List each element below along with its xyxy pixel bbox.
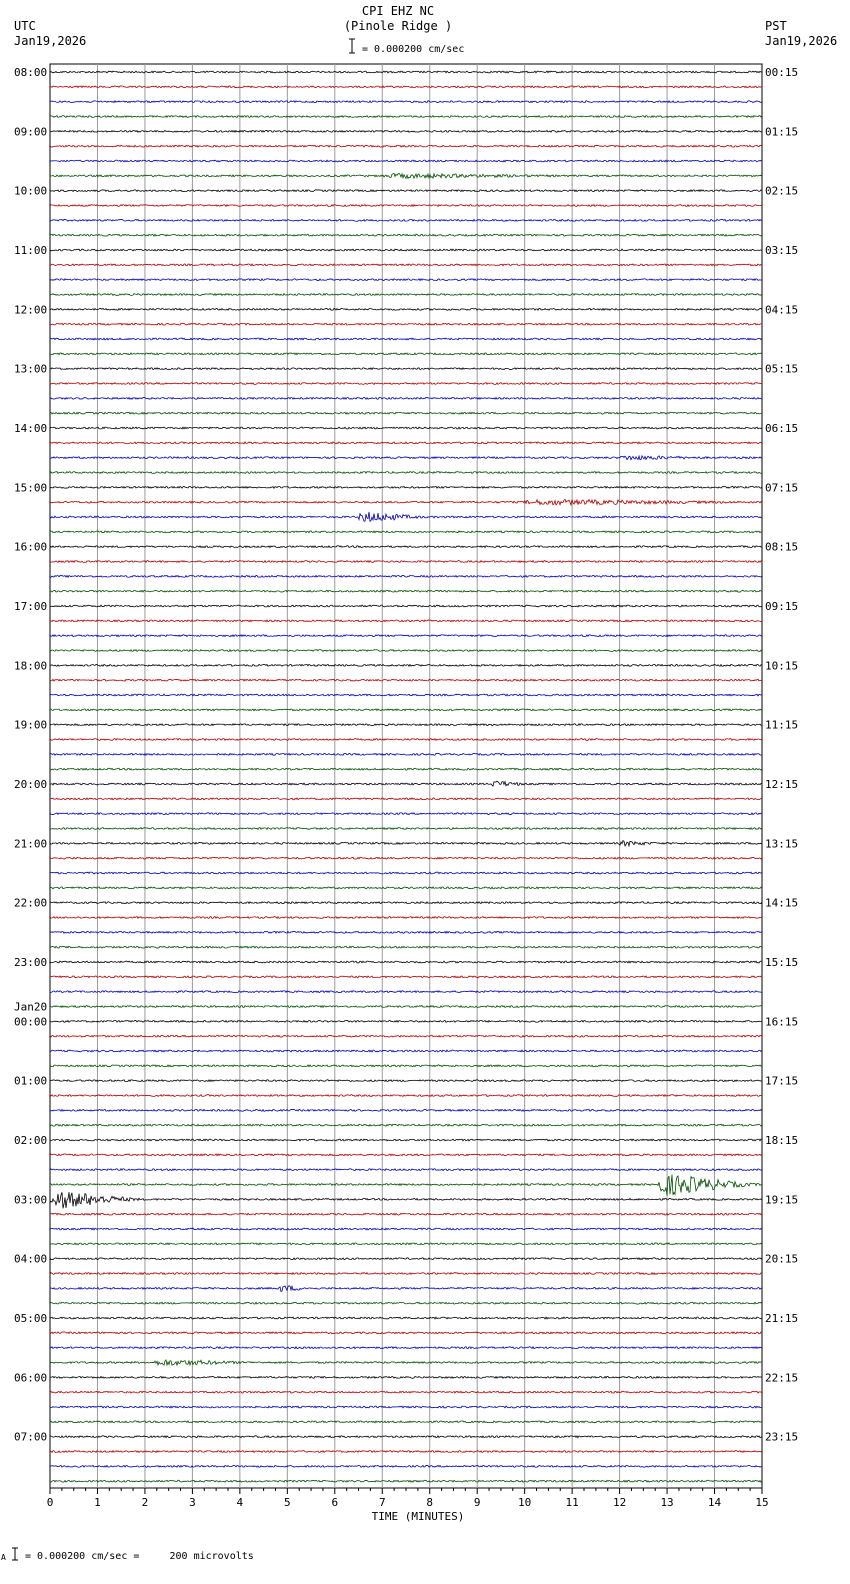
x-tick-label: 0: [46, 1496, 54, 1509]
seismic-trace: [50, 294, 762, 296]
utc-hour-label: 05:00: [14, 1312, 48, 1325]
seismic-trace: [50, 1175, 762, 1196]
pst-hour-label: 16:15: [765, 1015, 799, 1029]
footer-scale-note: = 0.000200 cm/sec = 200 microvolts: [25, 1551, 254, 1562]
utc-hour-label: 13:00: [14, 362, 48, 376]
seismic-trace: [50, 412, 762, 414]
seismic-trace: [50, 1109, 762, 1111]
seismic-trace: [50, 650, 762, 652]
seismic-trace: [50, 857, 762, 859]
utc-hour-label: 08:00: [14, 66, 48, 79]
pst-hour-label: 19:15: [765, 1193, 799, 1207]
seismic-trace: [50, 512, 762, 521]
seismic-trace: [50, 279, 762, 281]
seismic-trace: [50, 190, 762, 192]
seismic-trace: [50, 961, 762, 963]
utc-hour-label: 12:00: [14, 303, 48, 317]
grid-lines: [97, 64, 714, 1488]
seismic-trace: [50, 828, 762, 830]
pst-hour-label: 04:15: [765, 303, 799, 317]
trace-group: [50, 71, 762, 1482]
x-tick-label: 15: [755, 1496, 769, 1509]
utc-hour-label: 09:00: [14, 125, 48, 139]
seismic-trace: [50, 456, 762, 460]
seismic-trace: [50, 1020, 762, 1022]
pst-hour-label: 07:15: [765, 481, 799, 495]
utc-hour-label: 14:00: [14, 422, 48, 435]
date-change-label: Jan20: [14, 1000, 48, 1014]
pst-hour-label: 05:15: [765, 362, 799, 376]
x-tick-label: 1: [94, 1496, 101, 1509]
seismic-trace: [50, 173, 762, 178]
seismic-trace: [50, 946, 762, 948]
seismic-trace: [50, 234, 762, 236]
seismic-trace: [50, 724, 762, 726]
scale-text: = 0.000200 cm/sec: [362, 44, 465, 55]
seismic-trace: [50, 1228, 762, 1230]
seismic-trace: [50, 1065, 762, 1067]
seismic-trace: [50, 1286, 762, 1292]
pst-hour-label: 18:15: [765, 1134, 799, 1147]
seismic-trace: [50, 427, 762, 429]
seismic-trace: [50, 813, 762, 815]
utc-hour-label: 02:00: [14, 1134, 48, 1147]
seismic-trace: [50, 130, 762, 132]
x-tick-label: 6: [331, 1496, 339, 1509]
pst-hour-label: 01:15: [765, 125, 799, 139]
seismic-trace: [50, 768, 762, 770]
seismic-trace: [50, 531, 762, 533]
seismic-trace: [50, 546, 762, 548]
seismic-trace: [50, 1436, 762, 1438]
pst-hour-label: 23:15: [765, 1430, 799, 1444]
utc-hour-label: 04:00: [14, 1252, 48, 1266]
seismic-trace: [50, 1035, 762, 1037]
x-tick-label: 2: [141, 1496, 149, 1509]
seismic-trace: [50, 1139, 762, 1141]
x-tick-label: 4: [236, 1496, 244, 1509]
x-tick-label: 11: [565, 1496, 579, 1509]
seismic-trace: [50, 160, 762, 162]
seismic-trace: [50, 1006, 762, 1008]
seismic-trace: [50, 338, 762, 340]
seismic-trace: [50, 561, 762, 563]
utc-hour-label: 23:00: [14, 956, 48, 969]
pst-label: PST: [765, 19, 787, 33]
seismic-trace: [50, 472, 762, 474]
pst-hour-label: 10:15: [765, 659, 799, 673]
seismic-trace: [50, 739, 762, 741]
seismic-trace: [50, 1213, 762, 1215]
seismic-trace: [50, 605, 762, 607]
seismic-trace: [50, 486, 762, 488]
utc-hour-label: 21:00: [14, 837, 48, 851]
seismic-trace: [50, 353, 762, 355]
utc-hour-label: 20:00: [14, 778, 48, 791]
seismic-trace: [50, 590, 762, 592]
utc-hour-label: 17:00: [14, 600, 48, 613]
utc-hour-label: 06:00: [14, 1371, 48, 1385]
seismic-trace: [50, 781, 762, 786]
utc-hour-label: 01:00: [14, 1074, 48, 1088]
pst-hour-label: 03:15: [765, 244, 799, 257]
seismic-trace: [50, 991, 762, 993]
seismic-trace: [50, 917, 762, 919]
scale-bar-icon: [349, 39, 355, 53]
pst-date: Jan19,2026: [765, 34, 838, 48]
x-tick-label: 12: [612, 1496, 627, 1509]
seismic-trace: [50, 1169, 762, 1171]
seismic-trace: [50, 1421, 762, 1423]
seismic-trace: [50, 145, 762, 147]
seismic-trace: [50, 264, 762, 266]
seismic-trace: [50, 931, 762, 933]
seismic-trace: [50, 753, 762, 755]
seismic-trace: [50, 442, 762, 444]
x-axis-label: TIME (MINUTES): [371, 1510, 465, 1523]
utc-hour-label: 07:00: [14, 1430, 48, 1444]
seismic-trace: [50, 1360, 762, 1366]
seismic-trace: [50, 1095, 762, 1097]
seismic-trace: [50, 841, 762, 846]
seismic-trace: [50, 1376, 762, 1378]
utc-label: UTC: [14, 19, 36, 33]
seismic-trace: [50, 1154, 762, 1156]
utc-hour-label: 19:00: [14, 718, 48, 732]
utc-hour-label: 22:00: [14, 896, 48, 910]
pst-hour-label: 00:15: [765, 66, 799, 79]
seismic-trace: [50, 1124, 762, 1126]
seismic-trace: [50, 71, 762, 73]
seismic-trace: [50, 1406, 762, 1408]
utc-hour-label: 16:00: [14, 540, 48, 554]
seismic-trace: [50, 249, 762, 251]
pst-hour-label: 12:15: [765, 778, 799, 791]
pst-hour-label: 06:15: [765, 422, 799, 435]
x-axis: [47, 1488, 769, 1509]
seismic-trace: [50, 1347, 762, 1349]
seismic-trace: [50, 872, 762, 874]
pst-hour-label: 20:15: [765, 1252, 799, 1266]
seismic-trace: [50, 694, 762, 696]
x-tick-label: 14: [707, 1496, 722, 1509]
seismic-trace: [50, 1317, 762, 1319]
x-tick-label: 8: [426, 1496, 434, 1509]
pst-hour-label: 02:15: [765, 184, 799, 198]
pst-hour-label: 13:15: [765, 837, 799, 851]
seismic-trace: [50, 116, 762, 118]
seismic-trace: [50, 368, 762, 370]
footer-marker: A: [1, 1553, 6, 1562]
seismic-trace: [50, 575, 762, 577]
seismic-trace: [50, 219, 762, 221]
utc-date: Jan19,2026: [14, 34, 87, 48]
pst-hour-label: 22:15: [765, 1371, 799, 1385]
x-tick-label: 7: [378, 1496, 386, 1509]
seismic-trace: [50, 887, 762, 889]
seismic-trace: [50, 1243, 762, 1245]
seismic-trace: [50, 1273, 762, 1275]
pst-hour-label: 09:15: [765, 600, 799, 613]
pst-hour-label: 08:15: [765, 540, 799, 554]
seismic-trace: [50, 664, 762, 666]
seismic-trace: [50, 709, 762, 711]
seismic-trace: [50, 902, 762, 904]
seismic-trace: [50, 205, 762, 207]
x-tick-label: 3: [189, 1496, 196, 1509]
utc-hour-label: 11:00: [14, 244, 48, 257]
pst-hour-label: 11:15: [765, 718, 799, 732]
station-location: (Pinole Ridge ): [343, 19, 453, 33]
seismic-trace: [50, 1480, 762, 1482]
seismic-trace: [50, 86, 762, 88]
seismic-trace: [50, 1192, 762, 1208]
utc-hour-label: 18:00: [14, 659, 48, 673]
seismic-trace: [50, 499, 762, 505]
pst-hour-label: 17:15: [765, 1074, 799, 1088]
seismic-trace: [50, 679, 762, 681]
x-tick-label: 5: [284, 1496, 291, 1509]
seismic-trace: [50, 635, 762, 637]
seismic-trace: [50, 101, 762, 103]
seismic-trace: [50, 383, 762, 385]
seismic-trace: [50, 1050, 762, 1052]
utc-hour-label: 10:00: [14, 184, 48, 198]
seismic-trace: [50, 1258, 762, 1260]
seismic-trace: [50, 308, 762, 310]
seismic-trace: [50, 1391, 762, 1393]
x-tick-label: 9: [473, 1496, 481, 1509]
seismic-trace: [50, 397, 762, 399]
seismic-trace: [50, 1332, 762, 1334]
footer-scale-icon: [12, 1548, 18, 1560]
pst-hour-label: 15:15: [765, 956, 799, 969]
seismic-trace: [50, 1465, 762, 1467]
seismic-trace: [50, 976, 762, 978]
station-title: CPI EHZ NC: [361, 4, 435, 18]
pst-hour-label: 21:15: [765, 1312, 799, 1325]
x-tick-label: 10: [518, 1496, 532, 1509]
x-tick-label: 13: [660, 1496, 674, 1509]
seismic-trace: [50, 1451, 762, 1453]
seismic-trace: [50, 620, 762, 622]
seismic-trace: [50, 323, 762, 325]
utc-hour-label: 15:00: [14, 481, 48, 495]
seismic-trace: [50, 798, 762, 800]
utc-hour-label: 03:00: [14, 1193, 48, 1207]
utc-hour-label: 00:00: [14, 1015, 48, 1029]
pst-hour-label: 14:15: [765, 896, 799, 910]
seismic-trace: [50, 1302, 762, 1304]
seismic-trace: [50, 1080, 762, 1082]
